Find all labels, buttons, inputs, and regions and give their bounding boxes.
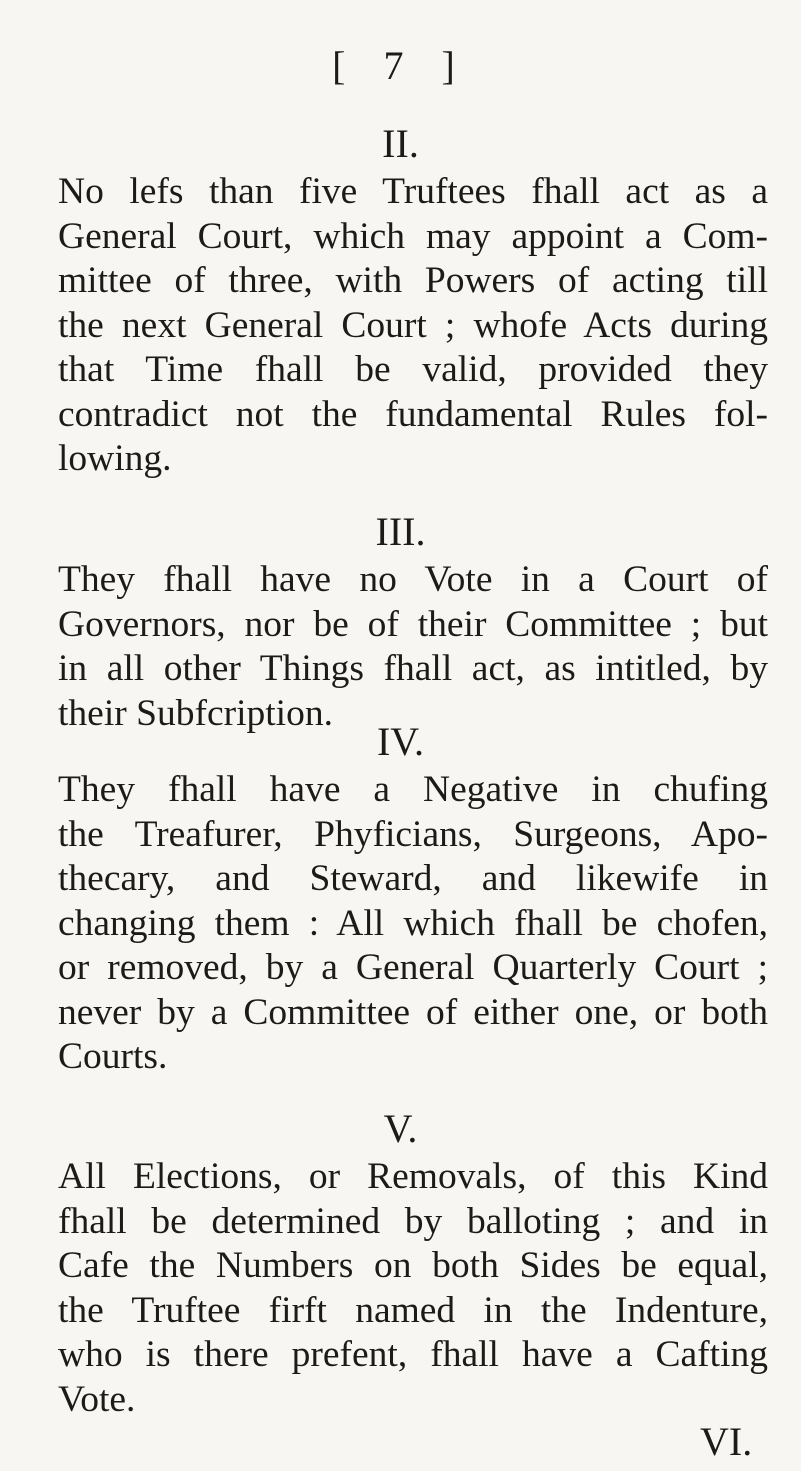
text-line: Cafe the Numbers on both Sides be equal, — [58, 1245, 768, 1286]
text-line: No lefs than five Truftees fhall act as a — [58, 171, 768, 212]
text-line: never by a Committee of either one, or both — [58, 991, 768, 1033]
text-line: thecary, and Steward, and likewife in — [58, 858, 768, 899]
text-line: All Elections, or Removals, of this Kind — [58, 1156, 768, 1197]
text-line: Vote. — [58, 1378, 136, 1420]
text-line: General Court, which may appoint a Com- — [58, 215, 768, 257]
section-iii-paragraph — [58, 558, 768, 736]
text-line: They fhall have no Vote in a Court of — [58, 559, 768, 600]
text-line: that Time fhall be valid, provided they — [58, 349, 768, 390]
page-number: [ 7 ] — [332, 43, 469, 88]
section-numeral-iv: IV. — [376, 719, 425, 764]
text-line: changing them : All which fhall be chofen, — [58, 902, 768, 944]
text-line: their Subfcription. — [58, 692, 333, 734]
section-ii-paragraph — [58, 170, 768, 482]
text-line: or removed, by a General Quarterly Court ; — [58, 947, 768, 988]
section-numeral-iii: III. — [375, 509, 426, 554]
text-line: in all other Things fhall act, as intitled, by — [58, 648, 768, 689]
section-numeral-ii: II. — [382, 121, 419, 166]
section-numeral-v: V. — [383, 1106, 418, 1151]
text-line: the Treafurer, Phyficians, Surgeons, Apo- — [58, 813, 768, 855]
text-line: They fhall have a Negative in chufing — [58, 769, 768, 810]
text-line: mittee of three, with Powers of acting till — [58, 260, 768, 301]
text-line: Courts. — [58, 1036, 168, 1077]
text-line: contradict not the fundamental Rules fol- — [58, 393, 768, 435]
text-line: Governors, nor be of their Committee ; but — [58, 603, 768, 645]
text-line: who is there prefent, fhall have a Cafting — [58, 1334, 768, 1375]
section-iv-paragraph — [58, 768, 768, 1080]
text-line: fhall be determined by balloting ; and in — [58, 1200, 768, 1242]
text-line: lowing. — [58, 438, 172, 479]
text-line: the Truftee firft named in the Indenture, — [58, 1289, 768, 1331]
next-section-numeral: VI. — [700, 1419, 753, 1464]
text-line: the next General Court ; whofe Acts during — [58, 304, 768, 346]
section-v-paragraph — [58, 1155, 768, 1422]
